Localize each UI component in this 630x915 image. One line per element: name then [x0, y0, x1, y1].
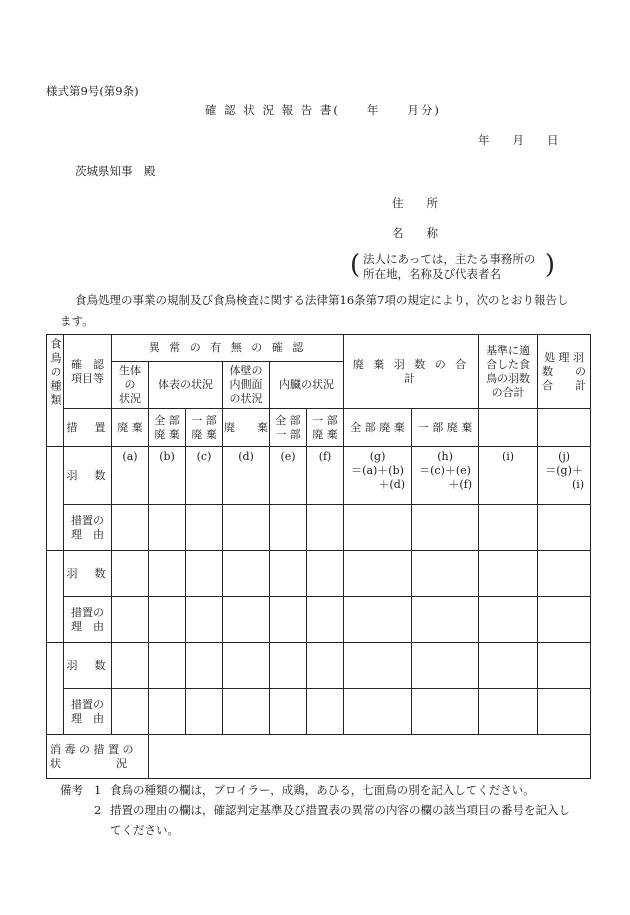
reason-cell-d[interactable]: [223, 505, 270, 551]
reason-cell[interactable]: [479, 597, 538, 643]
cell-g-formula1: ＝(a)＋(b): [351, 464, 404, 477]
measure-header: 措 置: [64, 409, 112, 447]
reason-cell[interactable]: [186, 689, 223, 735]
report-table: [46, 334, 591, 779]
cell-d[interactable]: (d): [223, 447, 270, 505]
cell-j-formula1: ＝(g)＋: [545, 464, 583, 477]
count-cell[interactable]: [149, 643, 186, 689]
total-partial-discard-header: 一 部 廃 棄: [412, 409, 479, 447]
viscera-full-header: 全 部 一 部: [270, 409, 307, 447]
cell-a[interactable]: (a): [112, 447, 149, 505]
form-number: 様式第9号(第9条): [46, 84, 139, 98]
processed-total-header: 処 理 羽 数 の 合 計: [538, 335, 591, 409]
cell-c[interactable]: (c): [186, 447, 223, 505]
count-cell[interactable]: [307, 643, 344, 689]
count-cell[interactable]: [307, 551, 344, 597]
disinfection-cell[interactable]: [149, 735, 591, 779]
address-label: 住 所: [392, 196, 438, 210]
reason-cell-a[interactable]: [112, 505, 149, 551]
count-cell[interactable]: [479, 643, 538, 689]
reason-cell[interactable]: [270, 689, 307, 735]
bird-type-cell[interactable]: [47, 447, 64, 551]
intro-line1: 食鳥処理の事業の規制及び食鳥検査に関する法律第16条第7項の規定により，次のとおり報告し: [75, 293, 569, 307]
intro-line2: ます。: [60, 314, 94, 328]
reason-cell[interactable]: [112, 597, 149, 643]
cell-i[interactable]: (i): [479, 447, 538, 505]
note-1: 食鳥の種類の欄は，ブロイラー，成鶏，あひる，七面鳥の別を記入してください。: [110, 783, 535, 797]
count-cell[interactable]: [186, 643, 223, 689]
corporate-note: [350, 250, 555, 282]
cell-h[interactable]: [412, 447, 479, 505]
qualified-spacer: [479, 409, 538, 447]
cell-b[interactable]: (b): [149, 447, 186, 505]
reason-cell-j[interactable]: [538, 505, 591, 551]
reason-cell-h[interactable]: [412, 505, 479, 551]
corporate-note-line2: 所在地，名称及び代表者名: [363, 267, 501, 281]
reason-cell[interactable]: [412, 689, 479, 735]
total-full-discard-header: 全 部 廃 棄: [344, 409, 412, 447]
count-cell[interactable]: [112, 643, 149, 689]
reason-label: 措置の 理 由: [64, 689, 112, 735]
count-cell[interactable]: [479, 551, 538, 597]
count-cell[interactable]: [223, 643, 270, 689]
reason-cell[interactable]: [344, 597, 412, 643]
reason-cell[interactable]: [538, 597, 591, 643]
note-2-line2: てください。: [110, 823, 179, 837]
abnormal-header: 異 常 の 有 無 の 確 認: [112, 335, 344, 362]
surface-full-discard-header: 全 部 廃 棄: [149, 409, 186, 447]
count-cell[interactable]: [186, 551, 223, 597]
count-cell[interactable]: [412, 551, 479, 597]
cell-h-formula2: ＋(f): [448, 478, 473, 491]
reason-cell-g[interactable]: [344, 505, 412, 551]
reason-cell[interactable]: [270, 597, 307, 643]
reason-cell[interactable]: [149, 689, 186, 735]
cell-h-label: (h): [437, 450, 453, 463]
report-date: 年 月 日: [478, 133, 559, 147]
count-cell[interactable]: [112, 551, 149, 597]
reason-cell[interactable]: [307, 689, 344, 735]
reason-cell[interactable]: [223, 689, 270, 735]
reason-cell[interactable]: [112, 689, 149, 735]
surface-partial-discard-header: 一 部 廃 棄: [186, 409, 223, 447]
note-2-line1: 措置の理由の欄は，確認判定基準及び措置表の異常の内容の欄の該当項目の番号を記入し: [110, 803, 570, 817]
body-surface-header: 体表の状況: [149, 362, 223, 409]
note-2-number: 2: [94, 803, 102, 817]
count-cell[interactable]: [412, 643, 479, 689]
disinfection-label: 消 毒 の 措 置 の 状 況: [47, 735, 149, 779]
right-paren: ): [544, 250, 555, 280]
corporate-note-line1: 法人にあっては，主たる事務所の: [363, 252, 536, 266]
discard-total-header: 廃 棄 羽 数 の 合 計: [344, 335, 479, 409]
count-cell[interactable]: [344, 643, 412, 689]
reason-cell[interactable]: [186, 597, 223, 643]
count-label: 羽 数: [64, 643, 112, 689]
cell-g[interactable]: [344, 447, 412, 505]
qualified-header: 基準に適 合した食 鳥の羽数 の合計: [479, 335, 538, 409]
reason-cell[interactable]: [538, 689, 591, 735]
cell-g-formula2: ＋(d): [378, 478, 406, 491]
document-title: 確 認 状 況 報 告 書( 年 月分): [205, 103, 441, 117]
bird-type-cell[interactable]: [47, 643, 64, 735]
count-cell[interactable]: [223, 551, 270, 597]
reason-cell[interactable]: [307, 597, 344, 643]
name-label: 名 称: [392, 226, 438, 240]
inner-discard-header: 廃 棄: [223, 409, 270, 447]
live-body-header: 生体 の 状況: [112, 362, 149, 409]
cell-j-formula2: (i): [571, 478, 585, 491]
count-cell[interactable]: [538, 551, 591, 597]
reason-cell[interactable]: [412, 597, 479, 643]
processed-spacer: [538, 409, 591, 447]
count-cell[interactable]: [538, 643, 591, 689]
check-items-header: 確 認 項目等: [64, 335, 112, 409]
reason-cell[interactable]: [344, 689, 412, 735]
reason-cell-b[interactable]: [149, 505, 186, 551]
reason-cell-c[interactable]: [186, 505, 223, 551]
reason-cell[interactable]: [223, 597, 270, 643]
cell-j[interactable]: [538, 447, 591, 505]
reason-cell-e[interactable]: [270, 505, 307, 551]
cell-h-formula1: ＝(c)＋(e): [419, 464, 471, 477]
inner-wall-header: 体壁の 内側面 の状況: [223, 362, 270, 409]
left-paren: (: [350, 250, 361, 280]
bird-type-cell[interactable]: [47, 551, 64, 643]
addressee: 茨城県知事 殿: [75, 164, 156, 178]
cell-e[interactable]: (e): [270, 447, 307, 505]
viscera-partial-header: 一 部 廃 棄: [307, 409, 344, 447]
count-label: 羽 数: [64, 447, 112, 505]
count-cell[interactable]: [270, 643, 307, 689]
viscera-header: 内臓の状況: [270, 362, 344, 409]
count-cell[interactable]: [344, 551, 412, 597]
count-cell[interactable]: [270, 551, 307, 597]
note-label: 備考: [60, 783, 83, 797]
cell-j-label: (j): [558, 450, 571, 463]
count-label: 羽 数: [64, 551, 112, 597]
bird-type-header: 食鳥の種類: [47, 335, 64, 447]
reason-cell-f[interactable]: [307, 505, 344, 551]
cell-g-label: (g): [369, 450, 386, 463]
cell-f[interactable]: (f): [307, 447, 344, 505]
reason-label: 措置の 理 由: [64, 597, 112, 643]
count-cell[interactable]: [149, 551, 186, 597]
note-1-number: 1: [94, 783, 102, 797]
reason-cell[interactable]: [479, 689, 538, 735]
live-discard-header: 廃 棄: [112, 409, 149, 447]
reason-cell-i[interactable]: [479, 505, 538, 551]
reason-cell[interactable]: [149, 597, 186, 643]
reason-label: 措置の 理 由: [64, 505, 112, 551]
